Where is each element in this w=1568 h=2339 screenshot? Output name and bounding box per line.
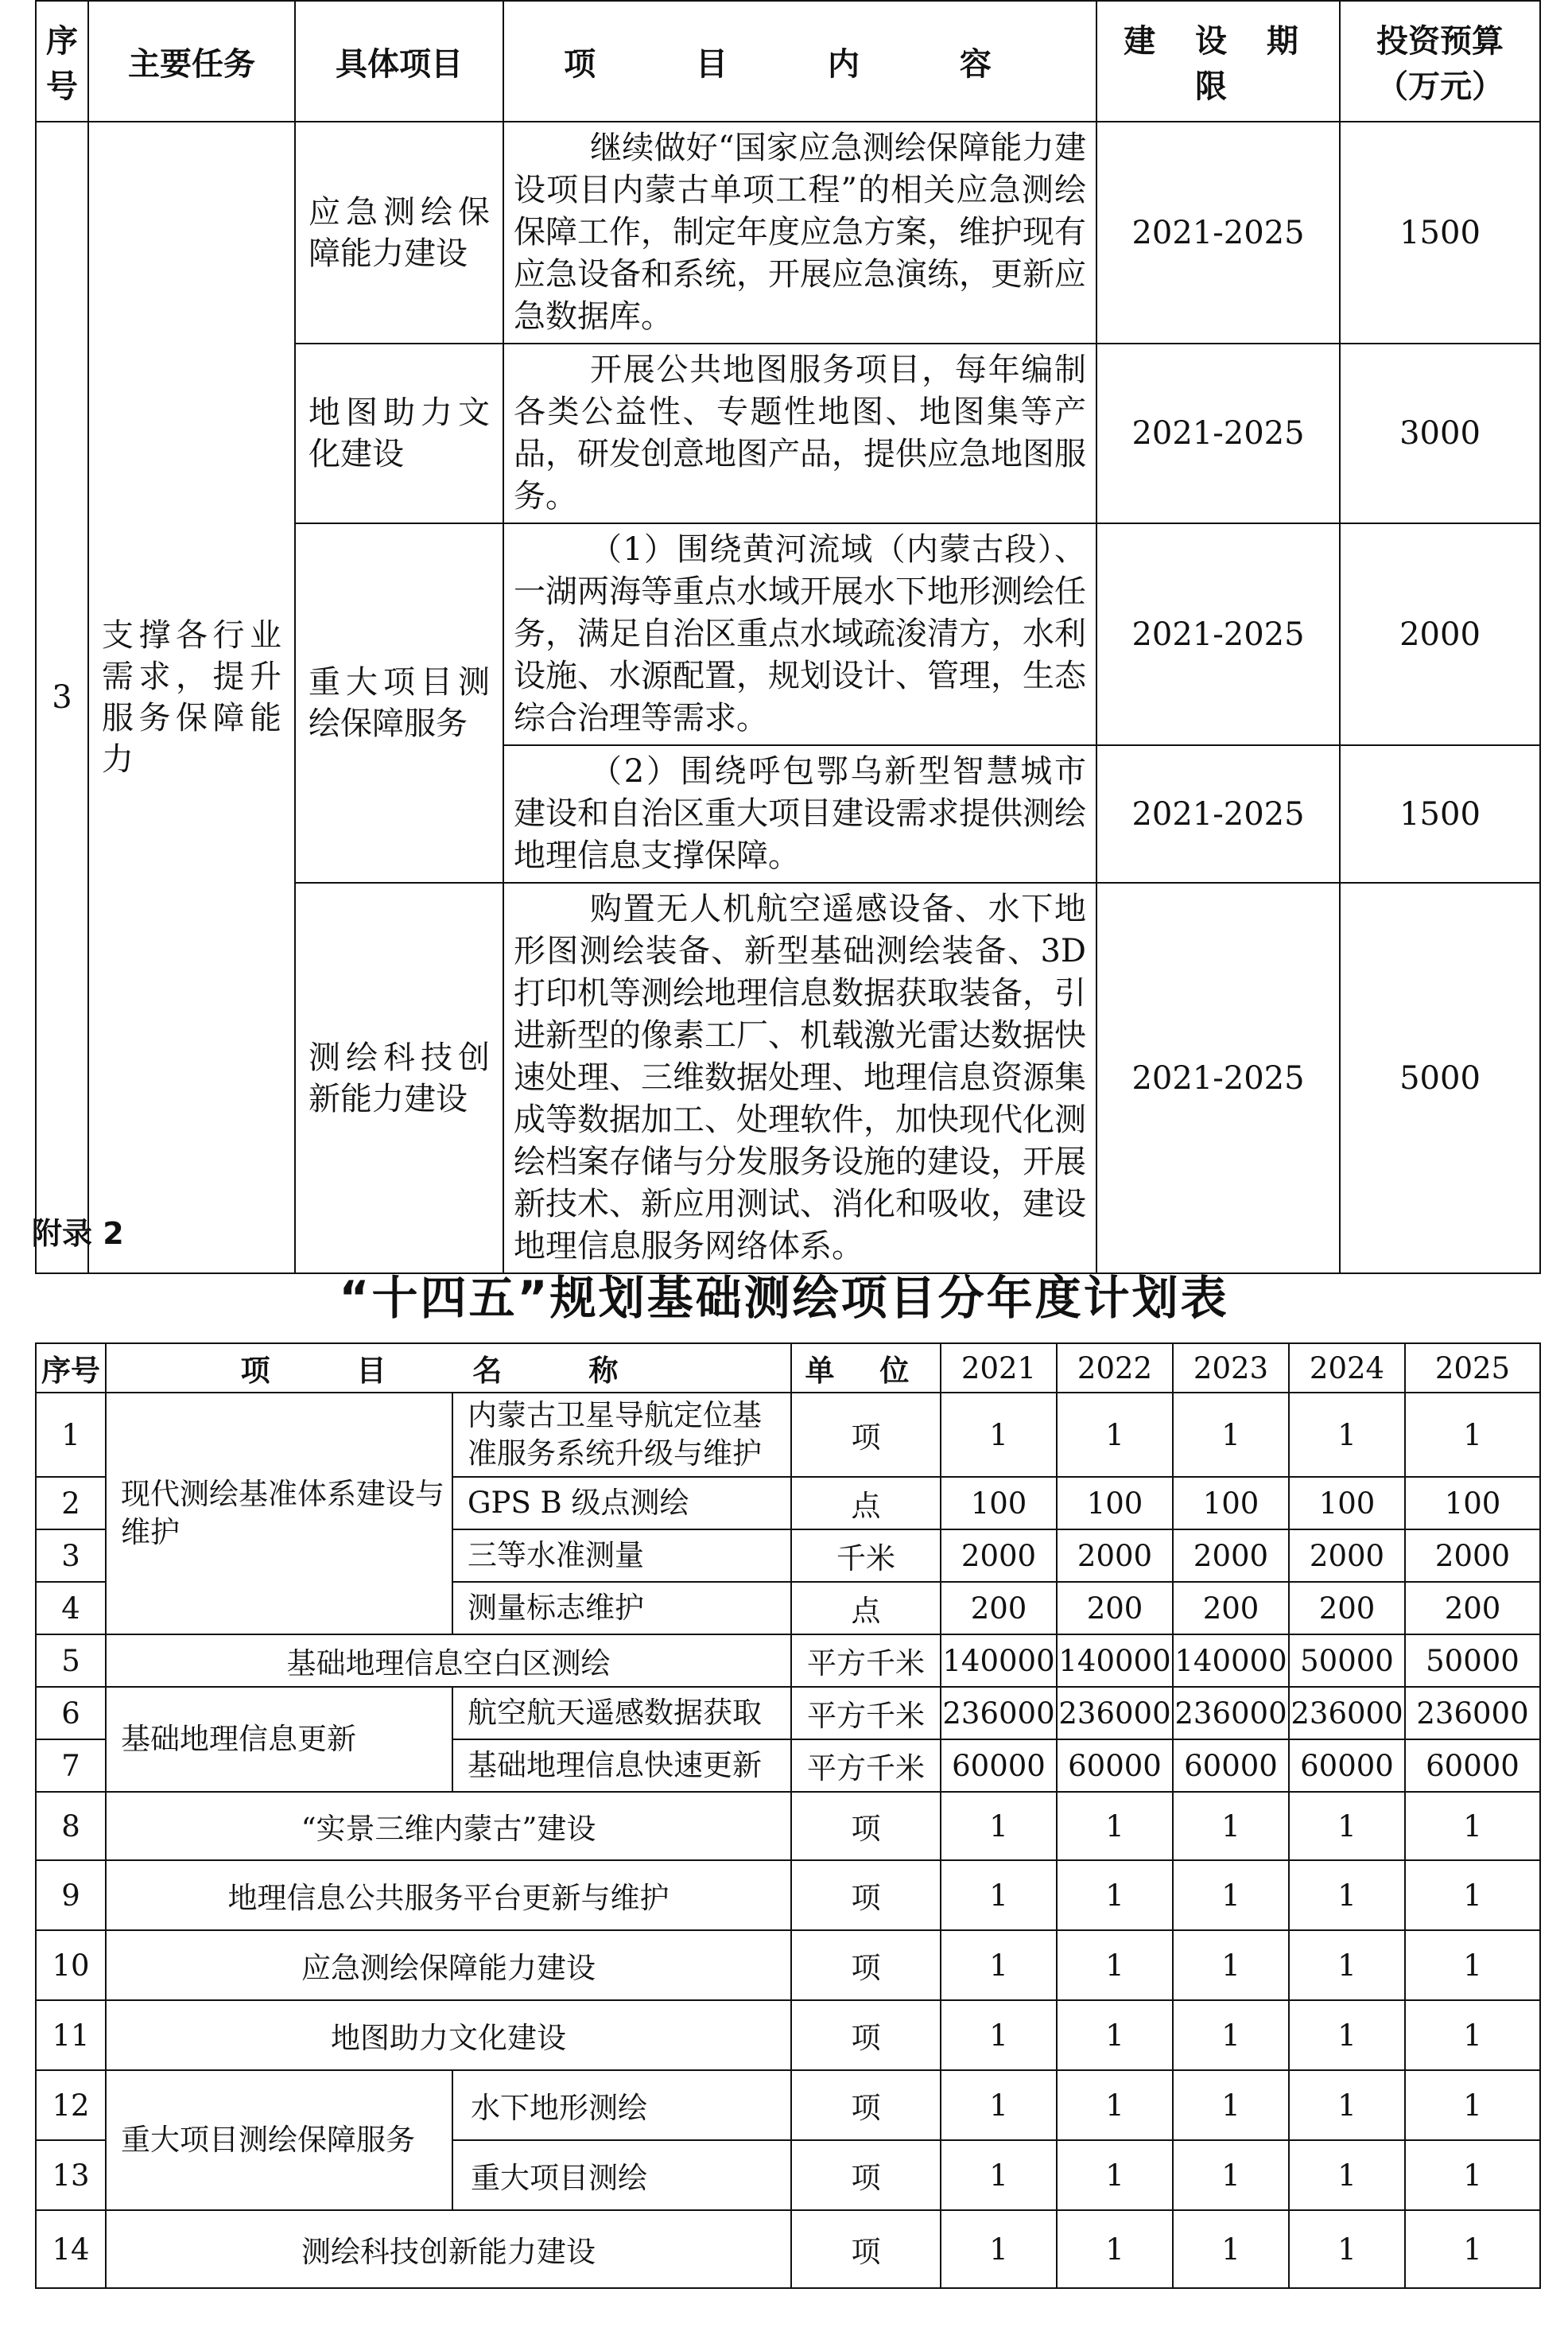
value-cell: 60000 — [1405, 1739, 1540, 1792]
col-header-budget — [1340, 1, 1540, 122]
value-cell: 1 — [1173, 1792, 1289, 1860]
content-cell: 购置无人机航空遥感设备、水下地形图测绘装备、新型基础测绘装备、3D打印机等测绘地理信息数据获取装备，引进新型的像素工厂、机载激光雷达数据快速处理、三维数据处理、地理信息资源集成等数据加工、处理软件，加快现代化测绘档案存储与分发服务设施的建设，开展新技术、新应用测试、消化和吸收，建设地理信息服务网络体系。 — [503, 883, 1096, 1273]
col-header-seq: 序号 — [36, 1, 88, 122]
value-cell: 1 — [1057, 1792, 1173, 1860]
seq-cell: 10 — [36, 1930, 106, 2000]
unit-cell: 平方千米 — [791, 1687, 941, 1739]
unit-cell: 项 — [791, 2140, 941, 2210]
value-cell: 50000 — [1405, 1634, 1540, 1687]
plan-table-title: “十四五”规划基础测绘项目分年度计划表 — [339, 1271, 1229, 1325]
unit-cell: 项 — [791, 2070, 941, 2140]
project-name-cell: 基础地理信息空白区测绘 — [106, 1634, 791, 1687]
seq-cell: 13 — [36, 2140, 106, 2210]
value-cell: 1 — [1057, 2070, 1173, 2140]
value-cell: 1 — [1289, 2000, 1405, 2070]
table-row — [36, 1634, 1540, 1687]
value-cell: 1 — [941, 2070, 1057, 2140]
value-cell: 1 — [1057, 2140, 1173, 2210]
subproject-cell: 重大项目测绘 — [452, 2140, 791, 2210]
value-cell: 236000 — [1405, 1687, 1540, 1739]
table-row — [36, 1930, 1540, 2000]
value-cell: 2000 — [941, 1529, 1057, 1582]
value-cell: 2000 — [1057, 1529, 1173, 1582]
value-cell: 236000 — [1057, 1687, 1173, 1739]
seq-cell: 8 — [36, 1792, 106, 1860]
value-cell: 1 — [941, 1860, 1057, 1930]
project-name-cell: 地理信息公共服务平台更新与维护 — [106, 1860, 791, 1930]
project-cell: 重大项目测绘保障服务 — [295, 523, 503, 883]
content-cell: （1）围绕黄河流域（内蒙古段）、一湖两海等重点水域开展水下地形测绘任务，满足自治区重点水域疏浚清方，水利设施、水源配置，规划设计、管理，生态综合治理等需求。 — [503, 523, 1096, 745]
value-cell: 1 — [1173, 1860, 1289, 1930]
group-cell: 基础地理信息更新 — [106, 1687, 452, 1792]
subproject-cell: 水下地形测绘 — [452, 2070, 791, 2140]
value-cell: 1 — [1173, 2210, 1289, 2288]
table-row — [36, 1792, 1540, 1860]
budget-cell: 1500 — [1340, 745, 1540, 883]
col-header-year: 2024 — [1289, 1343, 1405, 1393]
value-cell: 100 — [941, 1477, 1057, 1529]
value-cell: 1 — [941, 1393, 1057, 1477]
value-cell: 1 — [941, 2000, 1057, 2070]
col-header-budget-line1: 投资预算 — [1376, 23, 1504, 60]
table-row — [36, 1860, 1540, 1930]
value-cell: 1 — [1289, 2210, 1405, 2288]
value-cell: 60000 — [1057, 1739, 1173, 1792]
value-cell: 100 — [1057, 1477, 1173, 1529]
seq-cell: 1 — [36, 1393, 106, 1477]
col-header-year: 2023 — [1173, 1343, 1289, 1393]
value-cell: 50000 — [1289, 1634, 1405, 1687]
value-cell: 1 — [1405, 1930, 1540, 2000]
value-cell: 200 — [941, 1582, 1057, 1634]
value-cell: 236000 — [1173, 1687, 1289, 1739]
value-cell: 1 — [1173, 2140, 1289, 2210]
value-cell: 1 — [1289, 1792, 1405, 1860]
subproject-cell: 测量标志维护 — [452, 1582, 791, 1634]
value-cell: 100 — [1289, 1477, 1405, 1529]
task-table — [35, 0, 1541, 1274]
value-cell: 1 — [1173, 2070, 1289, 2140]
value-cell: 100 — [1173, 1477, 1289, 1529]
project-name-cell: “实景三维内蒙古”建设 — [106, 1792, 791, 1860]
value-cell: 1 — [941, 1930, 1057, 2000]
col-header-year: 2025 — [1405, 1343, 1540, 1393]
group-cell: 现代测绘基准体系建设与维护 — [106, 1393, 452, 1634]
unit-cell: 千米 — [791, 1529, 941, 1582]
value-cell: 1 — [1405, 2210, 1540, 2288]
col-header-unit: 单 位 — [791, 1343, 941, 1393]
value-cell: 1 — [1173, 1930, 1289, 2000]
value-cell: 100 — [1405, 1477, 1540, 1529]
value-cell: 236000 — [1289, 1687, 1405, 1739]
project-cell: 测绘科技创新能力建设 — [295, 883, 503, 1273]
value-cell: 1 — [1289, 1930, 1405, 2000]
seq-cell: 6 — [36, 1687, 106, 1739]
value-cell: 60000 — [1173, 1739, 1289, 1792]
table-row — [36, 122, 1540, 344]
period-cell: 2021-2025 — [1096, 883, 1340, 1273]
unit-cell: 平方千米 — [791, 1739, 941, 1792]
period-cell: 2021-2025 — [1096, 122, 1340, 344]
unit-cell: 项 — [791, 2000, 941, 2070]
table-row — [36, 1393, 1540, 1477]
col-header-name: 项 目 名 称 — [106, 1343, 791, 1393]
group-cell: 重大项目测绘保障服务 — [106, 2070, 452, 2210]
value-cell: 1 — [941, 2210, 1057, 2288]
header-row — [36, 1343, 1540, 1393]
unit-cell: 项 — [791, 1860, 941, 1930]
subproject-cell: 内蒙古卫星导航定位基准服务系统升级与维护 — [452, 1393, 791, 1477]
budget-cell: 5000 — [1340, 883, 1540, 1273]
seq-cell: 14 — [36, 2210, 106, 2288]
subproject-cell: 航空航天遥感数据获取 — [452, 1687, 791, 1739]
col-header-project: 具体项目 — [295, 1, 503, 122]
value-cell: 140000 — [1173, 1634, 1289, 1687]
budget-cell: 2000 — [1340, 523, 1540, 745]
table-row — [36, 1687, 1540, 1739]
value-cell: 1 — [1173, 2000, 1289, 2070]
seq-cell: 3 — [36, 122, 88, 1273]
value-cell: 1 — [1057, 1393, 1173, 1477]
period-cell: 2021-2025 — [1096, 523, 1340, 745]
period-cell: 2021-2025 — [1096, 745, 1340, 883]
unit-cell: 项 — [791, 1792, 941, 1860]
value-cell: 2000 — [1289, 1529, 1405, 1582]
value-cell: 200 — [1405, 1582, 1540, 1634]
col-header-seq: 序号 — [36, 1343, 106, 1393]
value-cell: 1 — [1173, 1393, 1289, 1477]
seq-cell: 5 — [36, 1634, 106, 1687]
table-row — [36, 2210, 1540, 2288]
project-cell: 应急测绘保障能力建设 — [295, 122, 503, 344]
seq-cell: 11 — [36, 2000, 106, 2070]
value-cell: 1 — [941, 1792, 1057, 1860]
unit-cell: 项 — [791, 1930, 941, 2000]
value-cell: 1 — [1289, 1860, 1405, 1930]
value-cell: 1 — [1405, 1393, 1540, 1477]
project-name-cell: 地图助力文化建设 — [106, 2000, 791, 2070]
value-cell: 200 — [1057, 1582, 1173, 1634]
seq-cell: 12 — [36, 2070, 106, 2140]
content-cell: （2）围绕呼包鄂乌新型智慧城市建设和自治区重大项目建设需求提供测绘地理信息支撑保障。 — [503, 745, 1096, 883]
value-cell: 2000 — [1405, 1529, 1540, 1582]
content-cell: 继续做好“国家应急测绘保障能力建设项目内蒙古单项工程”的相关应急测绘保障工作，制定年度应急方案，维护现有应急设备和系统，开展应急演练，更新应急数据库。 — [503, 122, 1096, 344]
value-cell: 140000 — [1057, 1634, 1173, 1687]
value-cell: 1 — [1289, 1393, 1405, 1477]
col-header-period: 建 设 期 限 — [1096, 1, 1340, 122]
value-cell: 140000 — [941, 1634, 1057, 1687]
subproject-cell: GPS B 级点测绘 — [452, 1477, 791, 1529]
period-cell: 2021-2025 — [1096, 344, 1340, 523]
col-header-content: 项 目 内 容 — [503, 1, 1096, 122]
unit-cell: 平方千米 — [791, 1634, 941, 1687]
budget-cell: 1500 — [1340, 122, 1540, 344]
budget-cell: 3000 — [1340, 344, 1540, 523]
value-cell: 236000 — [941, 1687, 1057, 1739]
project-name-cell: 应急测绘保障能力建设 — [106, 1930, 791, 2000]
value-cell: 1 — [1289, 2070, 1405, 2140]
subproject-cell: 三等水准测量 — [452, 1529, 791, 1582]
col-header-year: 2021 — [941, 1343, 1057, 1393]
seq-cell: 2 — [36, 1477, 106, 1529]
value-cell: 1 — [1405, 2140, 1540, 2210]
col-header-task: 主要任务 — [88, 1, 295, 122]
value-cell: 1 — [1405, 2070, 1540, 2140]
seq-cell: 4 — [36, 1582, 106, 1634]
unit-cell: 项 — [791, 1393, 941, 1477]
subproject-cell: 基础地理信息快速更新 — [452, 1739, 791, 1792]
table-row — [36, 2000, 1540, 2070]
header-row — [36, 1, 1540, 122]
annual-plan-table — [35, 1342, 1541, 2289]
value-cell: 1 — [1405, 2000, 1540, 2070]
unit-cell: 项 — [791, 2210, 941, 2288]
seq-cell: 3 — [36, 1529, 106, 1582]
unit-cell: 点 — [791, 1477, 941, 1529]
unit-cell: 点 — [791, 1582, 941, 1634]
seq-cell: 7 — [36, 1739, 106, 1792]
value-cell: 1 — [1405, 1792, 1540, 1860]
value-cell: 1 — [1057, 2000, 1173, 2070]
value-cell: 1 — [1057, 1930, 1173, 2000]
value-cell: 200 — [1289, 1582, 1405, 1634]
project-name-cell: 测绘科技创新能力建设 — [106, 2210, 791, 2288]
value-cell: 200 — [1173, 1582, 1289, 1634]
project-cell: 地图助力文化建设 — [295, 344, 503, 523]
value-cell: 60000 — [941, 1739, 1057, 1792]
value-cell: 1 — [1289, 2140, 1405, 2210]
value-cell: 60000 — [1289, 1739, 1405, 1792]
value-cell: 1 — [1405, 1860, 1540, 1930]
task-cell: 支撑各行业需求，提升服务保障能力 — [88, 122, 295, 1273]
value-cell: 2000 — [1173, 1529, 1289, 1582]
content-cell: 开展公共地图服务项目，每年编制各类公益性、专题性地图、地图集等产品，研发创意地图产品，提供应急地图服务。 — [503, 344, 1096, 523]
col-header-budget-line2: （万元） — [1376, 68, 1504, 105]
value-cell: 1 — [1057, 2210, 1173, 2288]
table-row — [36, 2070, 1540, 2140]
appendix-label: 附录 2 — [32, 1216, 124, 1251]
seq-cell: 9 — [36, 1860, 106, 1930]
value-cell: 1 — [1057, 1860, 1173, 1930]
value-cell: 1 — [941, 2140, 1057, 2210]
col-header-year: 2022 — [1057, 1343, 1173, 1393]
